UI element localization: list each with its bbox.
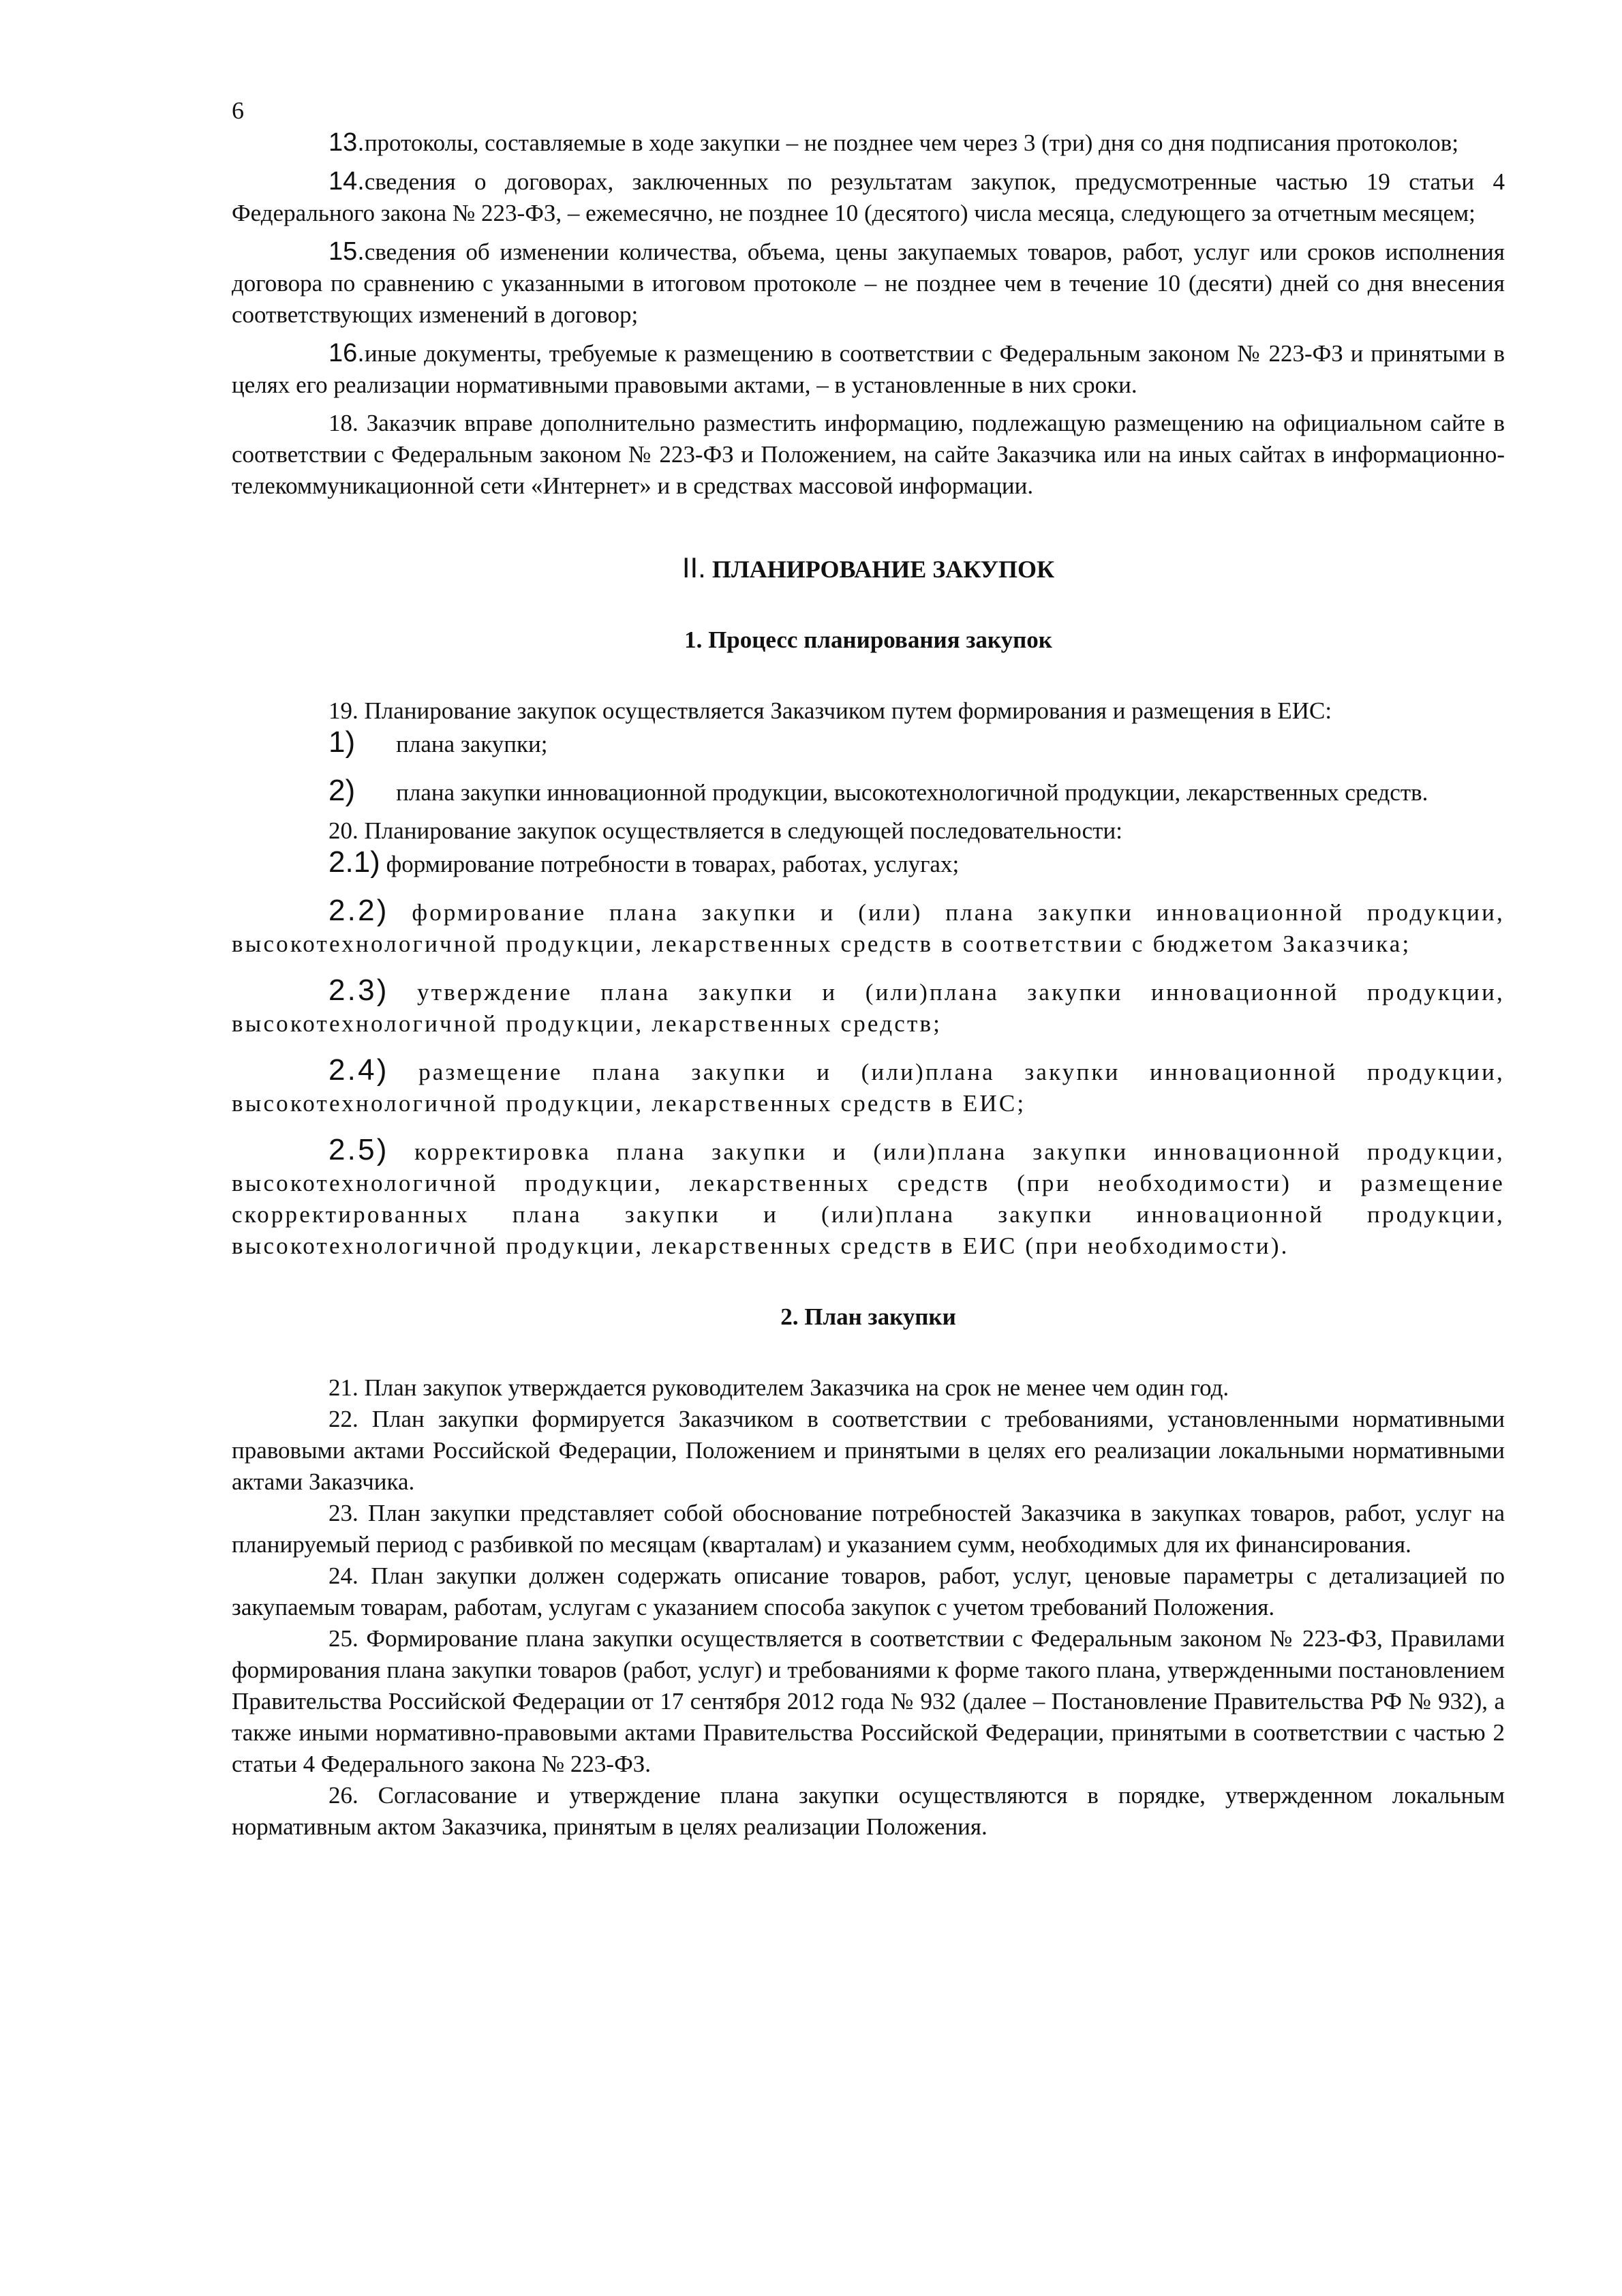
item-number: 16. bbox=[328, 339, 365, 367]
item-number: 2.1) bbox=[328, 845, 380, 879]
section-title: ПЛАНИРОВАНИЕ ЗАКУПОК bbox=[711, 556, 1055, 583]
item-text: иные документы, требуемые к размещению в соответствии с Федеральным законом № 223-ФЗ и принятыми в целях его реализации нормативными правовыми актами, – в установленные в них сроки. bbox=[232, 340, 1505, 398]
item-text: сведения об изменении количества, объема, цены закупаемых товаров, работ, услуг или сроков исполнения договора по сравнению с указанными в итоговом протоколе – не позднее чем в течение 10 (десяти) дней со дня внесения соответствующих изменений в договор; bbox=[232, 239, 1505, 328]
item-number: 2.4) bbox=[328, 1053, 389, 1087]
item-number: 2.5) bbox=[328, 1133, 389, 1166]
item-text: корректировка плана закупки и (или)плана закупки инновационной продукции, высокотехнологичной продукции, лекарственных средств (при необходимости) и размещение скорректированных плана закупки и (или)плана закупки инновационной продукции, высокотехнологичной продукции, лекарственных средств в ЕИС (при необходимости). bbox=[232, 1138, 1505, 1259]
subsection-heading-1: 1. Процесс планирования закупок bbox=[684, 626, 1052, 653]
paragraph-26: 26. Согласование и утверждение плана закупки осуществляются в порядке, утвержденном локальным нормативным актом Заказчика, принятым в целях реализации Положения. bbox=[232, 1782, 1505, 1840]
item-text: утверждение плана закупки и (или)плана закупки инновационной продукции, высокотехнологичной продукции, лекарственных средств; bbox=[232, 979, 1505, 1037]
paragraph-19: 19. Планирование закупок осуществляется Заказчиком путем формирования и размещения в ЕИС: bbox=[328, 697, 1332, 724]
page-number: 6 bbox=[232, 97, 244, 124]
item-number: 2.3) bbox=[328, 973, 389, 1007]
section-heading bbox=[232, 552, 1505, 585]
list-item-14 bbox=[232, 166, 1505, 229]
item-text: размещение плана закупки и (или)плана закупки инновационной продукции, высокотехнологичной продукции, лекарственных средств в ЕИС; bbox=[232, 1059, 1505, 1117]
item-number: 2.2) bbox=[328, 894, 389, 927]
subsection-heading-2: 2. План закупки bbox=[780, 1303, 956, 1330]
item-text: сведения о договорах, заключенных по результатам закупок, предусмотренные частью 19 статьи 4 Федерального закона № 223-ФЗ, – ежемесячно, не позднее 10 (десятого) числа месяца, следующего за отчетным месяцем; bbox=[232, 168, 1505, 226]
item-text: плана закупки инновационной продукции, высокотехнологичной продукции, лекарственных средств. bbox=[396, 779, 1428, 806]
paragraph-25: 25. Формирование плана закупки осуществляется в соответствии с Федеральным законом № 223-ФЗ, Правилами формирования плана закупки товаров (работ, услуг) и требованиями к форме такого плана, утвержденными постановлением Правительства Российской Федерации от 17 сентября 2012 года № 932 (далее – Постановление Правительства РФ № 932), а также иными нормативно-правовыми актами Правительства Российской Федерации, принятыми в соответствии с частью 2 статьи 4 Федерального закона № 223-ФЗ. bbox=[232, 1625, 1505, 1777]
document-body bbox=[232, 127, 1505, 1843]
list-item-13 bbox=[232, 127, 1505, 159]
paragraph-18: 18. Заказчик вправе дополнительно разместить информацию, подлежащую размещению на официальном сайте в соответствии с Федеральным законом № 223-ФЗ и Положением, на сайте Заказчика или на иных сайтах в информационно-телекоммуникационной сети «Интернет» и в средствах массовой информации. bbox=[232, 410, 1505, 499]
section-roman-numeral: II. bbox=[682, 552, 706, 584]
item-text: формирование потребности в товарах, работах, услугах; bbox=[386, 851, 960, 877]
paragraph-20: 20. Планирование закупок осуществляется в следующей последовательности: bbox=[328, 817, 1122, 844]
list-item-16 bbox=[232, 337, 1505, 401]
item-number: 2) bbox=[328, 774, 356, 807]
item-text: формирование плана закупки и (или) плана закупки инновационной продукции, высокотехнологичной продукции, лекарственных средств в соответствии с бюджетом Заказчика; bbox=[232, 899, 1505, 957]
item-number: 14. bbox=[328, 167, 365, 196]
list-item-2-5 bbox=[232, 1134, 1505, 1262]
paragraph-23: 23. План закупки представляет собой обоснование потребностей Заказчика в закупках товаров, работ, услуг на планируемый период с разбивкой по месяцам (кварталам) и указанием сумм, необходимых для их финансирования. bbox=[232, 1500, 1505, 1558]
list-item-2-2 bbox=[232, 895, 1505, 960]
list-item-2-3 bbox=[232, 975, 1505, 1040]
list-item-15 bbox=[232, 236, 1505, 331]
list-item-2-4 bbox=[232, 1055, 1505, 1119]
item-text: протоколы, составляемые в ходе закупки – не позднее чем через 3 (три) дня со дня подписания протоколов; bbox=[364, 130, 1459, 156]
list-item-2-1 bbox=[232, 847, 1505, 880]
paragraph-21: 21. План закупок утверждается руководителем Заказчика на срок не менее чем один год. bbox=[328, 1374, 1229, 1401]
item-text: плана закупки; bbox=[396, 731, 548, 757]
item-number: 15. bbox=[328, 237, 365, 266]
list-item-19-2 bbox=[232, 775, 1505, 809]
list-item-19-1 bbox=[232, 727, 1505, 760]
paragraph-22: 22. План закупки формируется Заказчиком в соответствии с требованиями, установленными нормативными правовыми актами Российской Федерации, Положением и принятыми в целях его реализации локальными нормативными актами Заказчика. bbox=[232, 1406, 1505, 1495]
paragraph-24: 24. План закупки должен содержать описание товаров, работ, услуг, ценовые параметры с детализацией по закупаемым товарам, работам, услугам с указанием способа закупок с учетом требований Положения. bbox=[232, 1562, 1505, 1620]
item-number: 13. bbox=[328, 128, 365, 157]
item-number: 1) bbox=[328, 725, 356, 759]
